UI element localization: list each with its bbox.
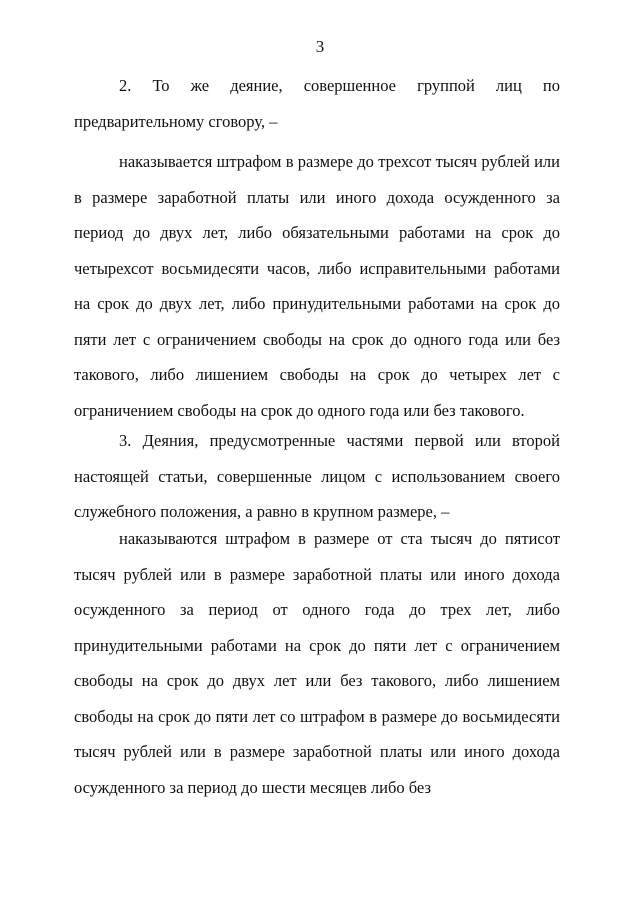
paragraph-part-3: 3. Деяния, предусмотренные частями первой или второй настоящей статьи, совершенные лицом с использованием своего служебного положения, а равно в крупном размере, –: [74, 431, 560, 521]
paragraph-penalty-part-2: наказывается штрафом в размере до трехсот тысяч рублей или в размере заработной платы или иного дохода осужденного за период до двух лет, либо обязательными работами на срок до четырехсот восьмидесяти часов, либо исправительными работами на срок до двух лет, либо принудительными работами на срок до пяти лет с ограничением свободы на срок до одного года или без такового, либо лишением свободы на срок до четырех лет с ограничением свободы на срок до одного года или без такового.: [74, 152, 560, 420]
page-number: 3: [315, 37, 325, 56]
paragraph-penalty-part-3: наказываются штрафом в размере от ста тысяч до пятисот тысяч рублей или в размере заработной платы или иного дохода осужденного за период от одного года до трех лет, либо принудительными работами на срок до пяти лет с ограничением свободы на срок до двух лет или без такового, либо лишением свободы на срок до пяти лет со штрафом в размере до восьмидесяти тысяч рублей или в размере заработной платы или иного дохода осужденного за период до шести месяцев либо без: [74, 529, 560, 797]
paragraph-part-2: 2. То же деяние, совершенное группой лиц по предварительному сговору, –: [74, 76, 560, 131]
